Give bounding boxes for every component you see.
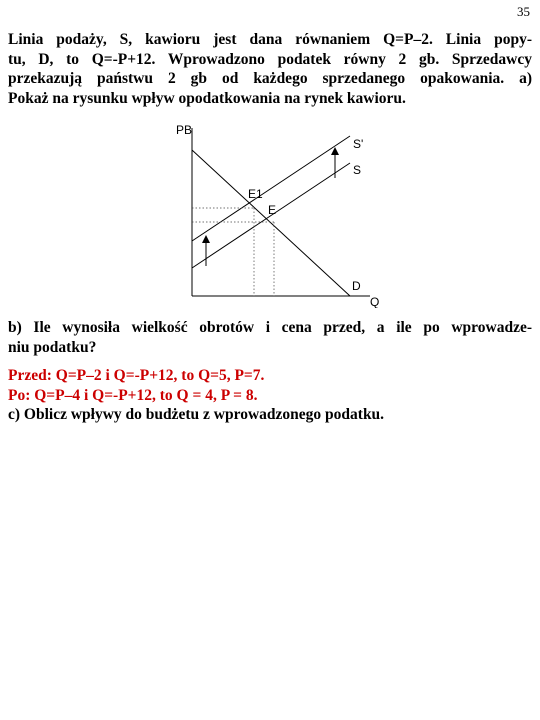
question-b-line-1: b) Ile wynosiła wielkość obrotów i cena przed, a ile po wprowadze- [8, 319, 532, 336]
supply-demand-figure [170, 118, 390, 308]
y-axis-label: PB [176, 123, 193, 137]
question-c: c) Oblicz wpływy do budżetu z wprowadzonego podatku. [8, 406, 385, 423]
supply-after-tax-label: S' [353, 137, 364, 151]
eq-before-tax-label: E [268, 203, 277, 217]
answers-block [8, 366, 532, 425]
answer-before: Przed: Q=P–2 i Q=-P+12, to Q=5, P=7. [8, 367, 265, 384]
supply-after-tax-line [192, 136, 350, 241]
page-number: 35 [517, 4, 530, 19]
eq-after-tax-label: E1 [248, 187, 263, 201]
problem-line-1: Linia podaży, S, kawioru jest dana równaniem Q=P–2. Linia popy- [8, 31, 532, 48]
problem-statement [8, 30, 532, 108]
question-b-line-2: niu podatku? [8, 338, 97, 356]
demand-line [192, 150, 350, 296]
problem-line-4: Pokaż na rysunku wpływ opodatkowania na rynek kawioru. [8, 89, 406, 107]
x-axis-label: Q [370, 295, 380, 308]
problem-line-2: tu, D, to Q=-P+12. Wprowadzono podatek równy 2 gb. Sprzedawcy [8, 50, 532, 68]
supply-label: S [353, 163, 362, 177]
problem-line-3: przekazują państwu 2 gb od każdego sprzedanego opakowania. a) [8, 70, 532, 87]
answer-after: Po: Q=P–4 i Q=-P+12, to Q = 4, P = 8. [8, 386, 258, 404]
question-b [8, 318, 532, 357]
demand-label: D [352, 279, 361, 293]
